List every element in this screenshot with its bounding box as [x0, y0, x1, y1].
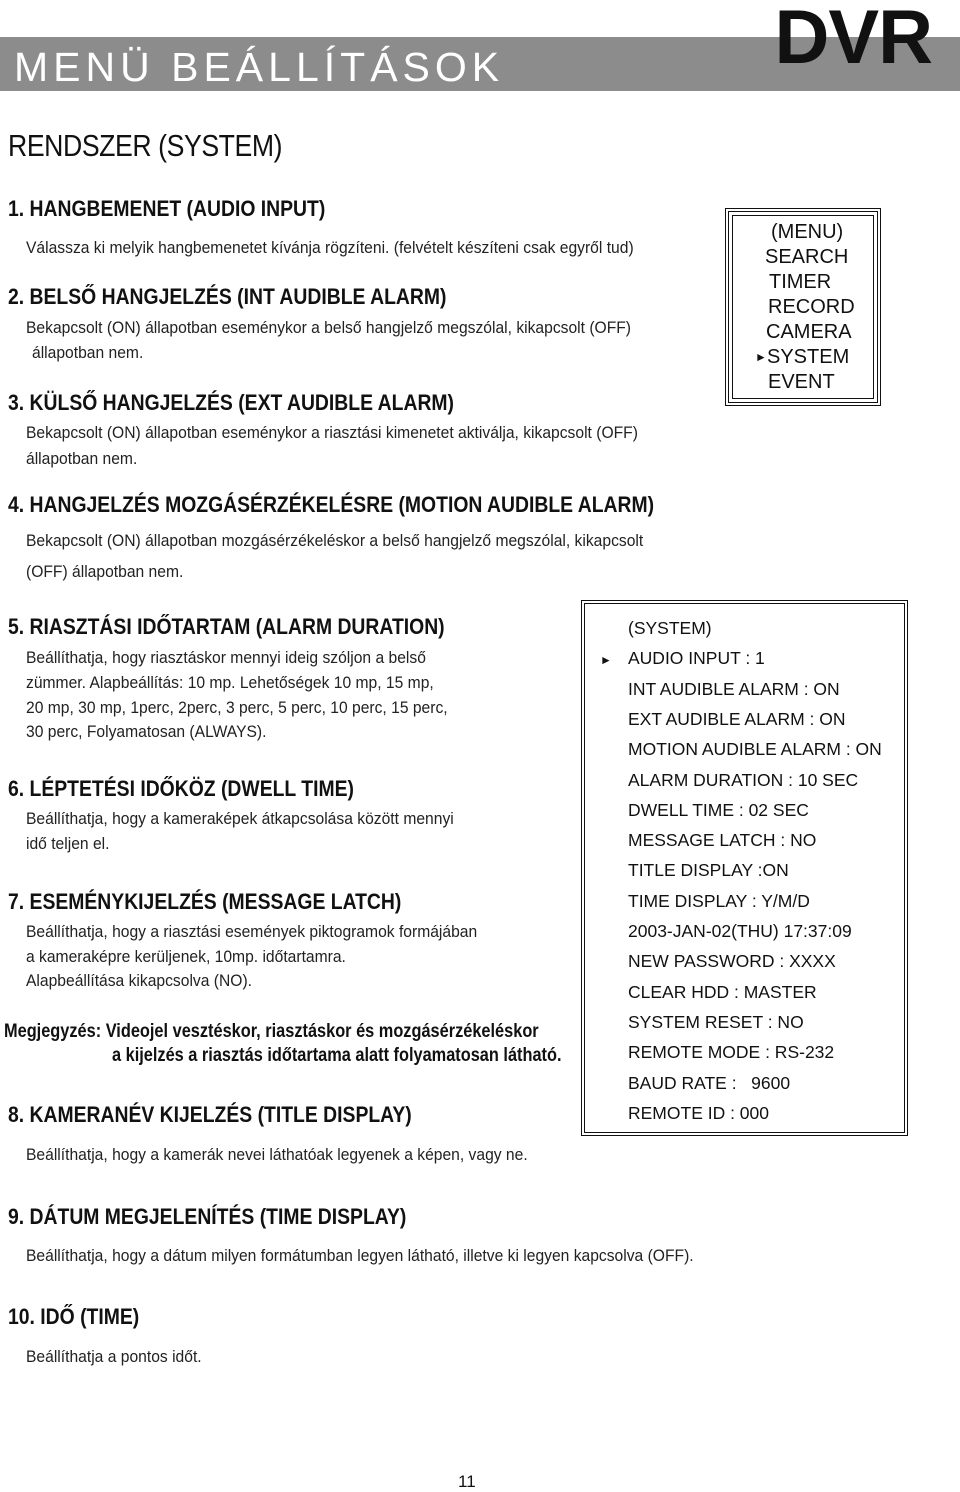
item-6-heading: 6. LÉPTETÉSI IDŐKÖZ (DWELL TIME)	[8, 776, 354, 801]
system-item-datetime: 2003-JAN-02(THU) 17:37:09	[628, 921, 852, 941]
item-3-heading: 3. KÜLSŐ HANGJELZÉS (EXT AUDIBLE ALARM)	[8, 390, 455, 415]
system-item-audio-input: AUDIO INPUT : 1	[628, 648, 765, 668]
item-4-heading: 4. HANGJELZÉS MOZGÁSÉRZÉKELÉSRE (MOTION AUDIBLE ALARM)	[8, 492, 655, 517]
system-item-clear-hdd: CLEAR HDD : MASTER	[628, 982, 817, 1002]
system-item-remote-mode: REMOTE MODE : RS-232	[628, 1042, 835, 1062]
item-6-text-1: Beállíthatja, hogy a kameraképek átkapcsolása között mennyi	[26, 809, 454, 828]
item-7-heading: 7. ESEMÉNYKIJELZÉS (MESSAGE LATCH)	[8, 889, 402, 914]
system-selected-arrow-icon: ►	[600, 653, 612, 667]
menu-item-event: EVENT	[768, 371, 835, 393]
item-1-text-1: Válassza ki melyik hangbemenetet kívánja rögzíteni. (felvételt készíteni csak egyről tud)	[26, 238, 634, 257]
menu-title: (MENU)	[771, 221, 844, 243]
page-header-title: MENÜ BEÁLLÍTÁSOK	[14, 44, 505, 90]
item-7-text-1: Beállíthatja, hogy a riasztási események piktogramok formájában	[26, 922, 478, 941]
dvr-logo: DVR	[774, 0, 932, 80]
item-3-text-1: Bekapcsolt (ON) állapotban eseménykor a riasztási kimenetet aktiválja, kikapcsolt (OFF)	[26, 423, 638, 442]
menu-selected-arrow-icon: ►	[755, 350, 767, 364]
item-7-text-2: a kameraképre kerüljenek, 10mp. időtartamra.	[26, 947, 346, 966]
item-4-text-1: Bekapcsolt (ON) állapotban mozgásérzékeléskor a belső hangjelző megszólal, kikapcsolt	[26, 531, 644, 550]
item-1-heading: 1. HANGBEMENET (AUDIO INPUT)	[8, 196, 326, 221]
item-2-text-1: Bekapcsolt (ON) állapotban eseménykor a belső hangjelző megszólal, kikapcsolt (OFF)	[26, 318, 632, 337]
item-2-heading: 2. BELSŐ HANGJELZÉS (INT AUDIBLE ALARM)	[8, 284, 447, 309]
menu-item-timer: TIMER	[769, 271, 832, 293]
system-item-system-reset: SYSTEM RESET : NO	[628, 1012, 804, 1032]
item-5-heading: 5. RIASZTÁSI IDŐTARTAM (ALARM DURATION)	[8, 614, 445, 639]
item-8-text-1: Beállíthatja, hogy a kamerák nevei láthatóak legyenek a képen, vagy ne.	[26, 1145, 528, 1164]
item-3-text-2: állapotban nem.	[26, 449, 138, 468]
menu-item-camera: CAMERA	[766, 321, 852, 343]
system-item-alarm-duration: ALARM DURATION : 10 SEC	[628, 770, 859, 790]
note-line-1: Megjegyzés: Videojel vesztéskor, riasztáskor és mozgásérzékeléskor	[4, 1021, 539, 1042]
system-item-new-password: NEW PASSWORD : XXXX	[628, 951, 836, 971]
section-title: RENDSZER (SYSTEM)	[8, 128, 283, 163]
page-number: 11	[458, 1472, 476, 1491]
menu-item-system: SYSTEM	[767, 346, 850, 368]
item-9-text-1: Beállíthatja, hogy a dátum milyen formátumban legyen látható, illetve ki legyen kapcsolva (OFF).	[26, 1246, 694, 1265]
system-item-time-display: TIME DISPLAY : Y/M/D	[628, 891, 810, 911]
item-5-text-2: zümmer. Alapbeállítás: 10 mp. Lehetőségek 10 mp, 15 mp,	[26, 673, 434, 692]
system-item-message-latch: MESSAGE LATCH : NO	[628, 830, 817, 850]
item-8-heading: 8. KAMERANÉV KIJELZÉS (TITLE DISPLAY)	[8, 1102, 412, 1127]
system-item-int-audible-alarm: INT AUDIBLE ALARM : ON	[628, 679, 840, 699]
system-item-baud-rate: BAUD RATE : 9600	[628, 1073, 791, 1093]
system-item-title-display: TITLE DISPLAY :ON	[628, 860, 789, 880]
note-line-2: a kijelzés a riasztás időtartama alatt folyamatosan látható.	[112, 1045, 562, 1066]
item-7-text-3: Alapbeállítása kikapcsolva (NO).	[26, 971, 253, 990]
system-item-dwell-time: DWELL TIME : 02 SEC	[628, 800, 809, 820]
item-5-text-4: 30 perc, Folyamatosan (ALWAYS).	[26, 722, 267, 741]
item-6-text-2: idő teljen el.	[26, 834, 110, 853]
item-9-heading: 9. DÁTUM MEGJELENÍTÉS (TIME DISPLAY)	[8, 1204, 407, 1229]
item-5-text-3: 20 mp, 30 mp, 1perc, 2perc, 3 perc, 5 perc, 10 perc, 15 perc,	[26, 698, 448, 717]
item-4-text-2: (OFF) állapotban nem.	[26, 562, 184, 581]
system-item-remote-id: REMOTE ID : 000	[628, 1103, 770, 1123]
item-10-text-1: Beállíthatja a pontos időt.	[26, 1347, 202, 1366]
item-5-text-1: Beállíthatja, hogy riasztáskor mennyi ideig szóljon a belső	[26, 648, 426, 667]
item-10-heading: 10. IDŐ (TIME)	[8, 1304, 140, 1329]
system-item-motion-audible-alarm: MOTION AUDIBLE ALARM : ON	[628, 739, 882, 759]
system-item-ext-audible-alarm: EXT AUDIBLE ALARM : ON	[628, 709, 846, 729]
menu-item-search: SEARCH	[765, 246, 849, 268]
item-2-text-2: állapotban nem.	[32, 343, 144, 362]
menu-item-record: RECORD	[768, 296, 855, 318]
system-title: (SYSTEM)	[628, 618, 712, 638]
